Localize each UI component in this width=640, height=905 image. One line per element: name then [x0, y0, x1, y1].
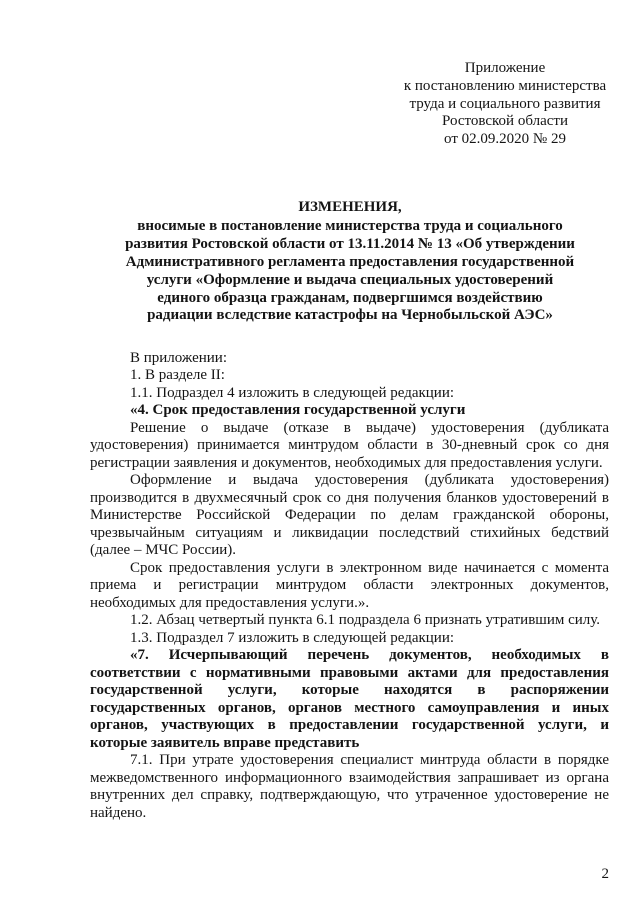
page-number: 2 — [601, 866, 609, 882]
item-1-1 — [90, 385, 609, 403]
document-body — [90, 350, 609, 823]
text-line: межведомственного информационного взаимодействия запрашивает из органа — [90, 769, 609, 786]
subsection-4-paragraph — [90, 420, 609, 473]
document-title — [90, 199, 610, 325]
text-line: удостоверения) принимается минтрудом области в 30-дневный срок со дня — [90, 437, 609, 453]
subsection-4-heading — [90, 402, 609, 420]
title-subtitle — [90, 218, 610, 325]
title-line: радиации вследствие катастрофы на Чернобыльской АЭС» — [147, 307, 553, 324]
text-line: государственной услуги, которые находятся в распоряжении — [90, 682, 609, 698]
subsection-7-heading — [90, 647, 609, 752]
appendix-label: Приложение — [464, 60, 546, 76]
appendix-header — [390, 60, 620, 149]
text-line: государственных органов, органов местного самоуправления и иных — [90, 699, 609, 716]
subsection-4-paragraph — [90, 560, 609, 613]
text-line: органов, участвующих в предоставлении государственной услуги, и — [90, 717, 609, 733]
text-line: найдено. — [90, 804, 147, 821]
item-7-1 — [90, 752, 609, 822]
appendix-reference-line: труда и социального развития — [409, 95, 601, 112]
intro-paragraph — [90, 350, 609, 368]
text-line: которые заявитель вправе представить — [90, 734, 360, 751]
text-line: внутренних дел справку, подтверждающую, что утраченное удостоверение не — [90, 787, 609, 803]
text-line: «4. Срок предоставления государственной услуги — [130, 402, 466, 418]
item-1 — [90, 367, 609, 385]
text-line: 1.3. Подраздел 7 изложить в следующей редакции: — [130, 629, 455, 646]
text-line: Министерстве Российской Федерации по делам гражданской обороны, — [90, 507, 609, 523]
text-line: приема и регистрации минтрудом области электронных документов, — [90, 577, 609, 593]
title-line: единого образца гражданам, подвергшимся воздействию — [157, 289, 543, 306]
title-line: развития Ростовской области от 13.11.2014 № 13 «Об утверждении — [125, 236, 575, 253]
text-line: соответствии с нормативными правовыми актами для предоставления — [90, 664, 609, 681]
title-line: услуги «Оформление и выдача специальных удостоверений — [146, 271, 554, 288]
text-line: Срок предоставления услуги в электронном виде начинается с момента — [130, 559, 609, 576]
text-line: 1.1. Подраздел 4 изложить в следующей редакции: — [130, 384, 455, 401]
title-line: Административного регламента предоставления государственной — [125, 254, 575, 271]
appendix-reference-line: Ростовской области — [442, 113, 568, 130]
text-line: Решение о выдаче (отказе в выдаче) удостоверения (дубликата — [130, 419, 609, 436]
text-line: необходимых для предоставления услуги.». — [90, 594, 370, 611]
item-1-2 — [90, 612, 609, 630]
title-line: вносимые в постановление министерства труда и социального — [137, 218, 563, 235]
subsection-4-paragraph — [90, 472, 609, 560]
text-line: Оформление и выдача удостоверения (дубликата удостоверения) — [130, 472, 609, 488]
text-line: регистрации заявления и документов, необходимых для предоставления услуги. — [90, 454, 603, 471]
text-line: «7. Исчерпывающий перечень документов, необходимых в — [130, 647, 609, 663]
item-1-3 — [90, 630, 609, 648]
text-line: 7.1. При утрате удостоверения специалист минтруда области в порядке — [130, 752, 609, 768]
appendix-reference-line: к постановлению министерства — [403, 77, 607, 94]
text-line: чрезвычайным ситуациям и ликвидации последствий стихийных бедствий — [90, 524, 609, 541]
text-line: В приложении: — [130, 349, 227, 366]
text-line: (далее – МЧС России). — [90, 542, 237, 558]
appendix-date-number: от 02.09.2020 № 29 — [444, 131, 566, 147]
text-line: производится в двухмесячный срок со дня получения бланков удостоверений в — [90, 489, 609, 506]
text-line: 1. В разделе II: — [130, 367, 225, 383]
title-heading: ИЗМЕНЕНИЯ, — [298, 199, 402, 215]
text-line: 1.2. Абзац четвертый пункта 6.1 подраздела 6 признать утратившим силу. — [130, 612, 601, 628]
